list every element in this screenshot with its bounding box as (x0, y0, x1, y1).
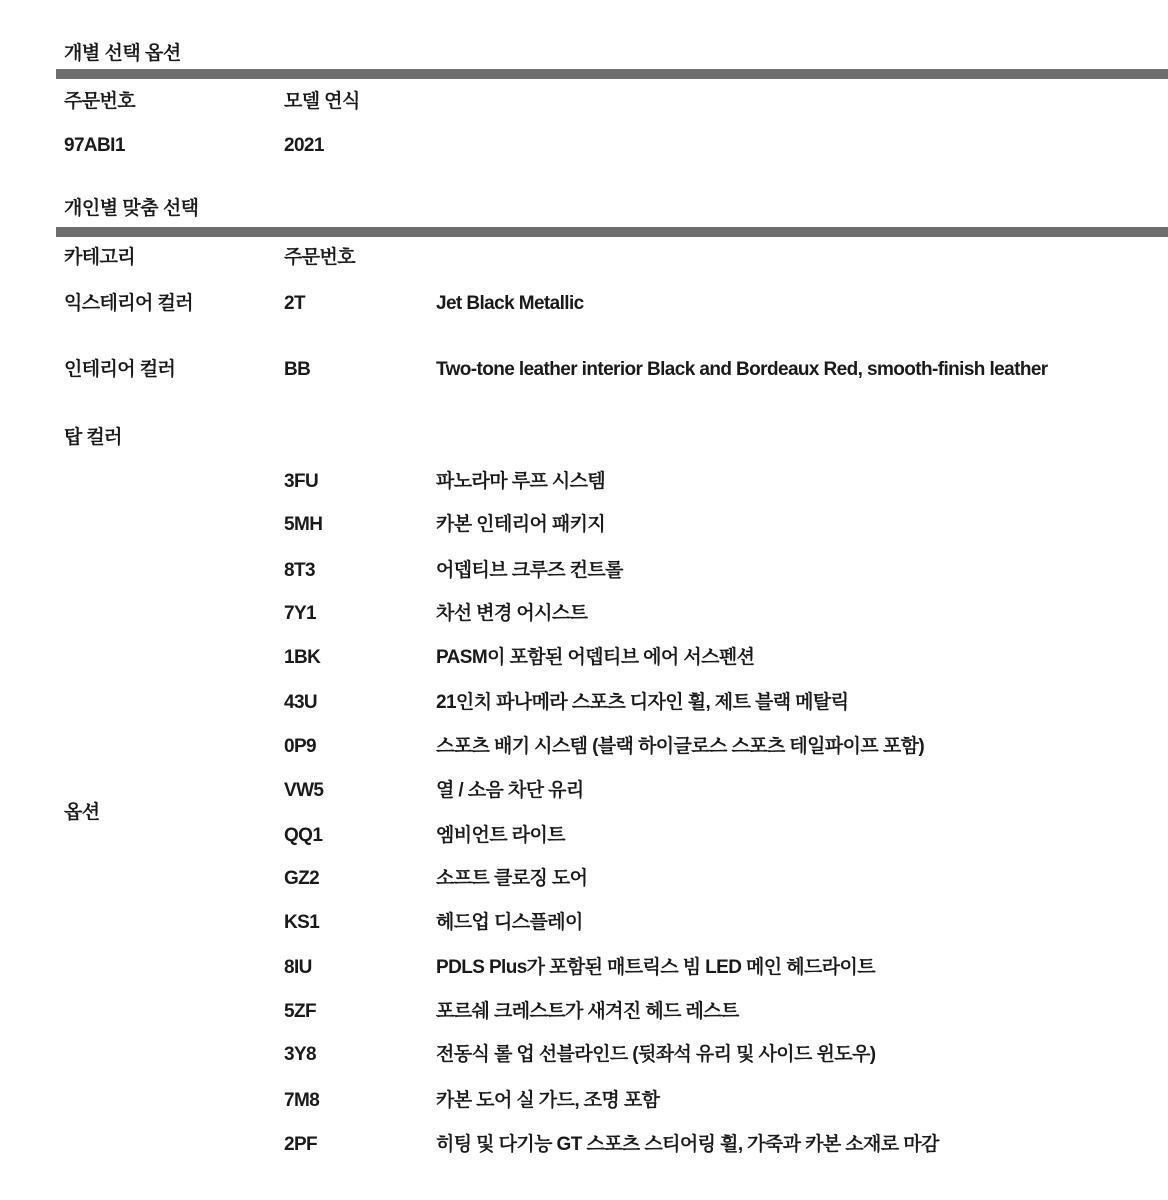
category-top-color: 탑 컬러 (64, 427, 122, 448)
option-code: 3Y8 (284, 1044, 317, 1065)
section-divider (56, 69, 1168, 79)
option-desc: 포르쉐 크레스트가 새겨진 헤드 레스트 (436, 1001, 739, 1022)
interior-color-code: BB (284, 359, 311, 380)
option-desc: 헤드업 디스플레이 (436, 912, 583, 933)
option-desc: 어뎁티브 크루즈 컨트롤 (436, 560, 623, 581)
option-desc: 엠비언트 라이트 (436, 825, 565, 846)
header-category: 카테고리 (64, 247, 136, 268)
option-code: 5ZF (284, 1001, 316, 1022)
category-interior-color: 인테리어 컬러 (64, 359, 176, 380)
header-order-number: 주문번호 (64, 91, 136, 112)
option-code: VW5 (284, 780, 324, 801)
model-year-value: 2021 (284, 135, 324, 156)
section-title-personalization: 개인별 맞춤 선택 (64, 198, 199, 219)
option-desc: 히팅 및 다기능 GT 스포츠 스티어링 휠, 가죽과 카본 소재로 마감 (436, 1134, 939, 1155)
option-desc: 전동식 롤 업 선블라인드 (뒷좌석 유리 및 사이드 윈도우) (436, 1044, 876, 1065)
header-order-number-2: 주문번호 (284, 247, 356, 268)
section-divider (56, 227, 1168, 237)
option-code: 5MH (284, 514, 323, 535)
option-code: 7Y1 (284, 603, 317, 624)
option-desc: 차선 변경 어시스트 (436, 603, 588, 624)
header-model-year: 모델 연식 (284, 91, 360, 112)
category-exterior-color: 익스테리어 컬러 (64, 293, 193, 314)
option-code: 8IU (284, 957, 312, 978)
option-code: 8T3 (284, 560, 315, 581)
option-desc: 스포츠 배기 시스템 (블랙 하이글로스 스포츠 테일파이프 포함) (436, 736, 925, 757)
option-desc: 카본 도어 실 가드, 조명 포함 (436, 1090, 660, 1111)
option-desc: 카본 인테리어 패키지 (436, 514, 606, 535)
category-options: 옵션 (64, 802, 100, 823)
option-code: QQ1 (284, 825, 323, 846)
section-title-individual-options: 개별 선택 옵션 (64, 43, 181, 64)
option-code: 43U (284, 692, 318, 713)
option-code: 1BK (284, 647, 321, 668)
order-number-value: 97ABI1 (64, 135, 125, 156)
option-code: 2PF (284, 1134, 318, 1155)
option-desc: PASM이 포함된 어뎁티브 에어 서스펜션 (436, 647, 755, 668)
option-desc: PDLS Plus가 포함된 매트릭스 빔 LED 메인 헤드라이트 (436, 957, 876, 978)
option-desc: 21인치 파나메라 스포츠 디자인 휠, 제트 블랙 메탈릭 (436, 692, 849, 713)
option-desc: 파노라마 루프 시스템 (436, 471, 606, 492)
option-desc: 열 / 소음 차단 유리 (436, 780, 584, 801)
option-code: 3FU (284, 471, 319, 492)
option-code: GZ2 (284, 868, 320, 889)
exterior-color-desc: Jet Black Metallic (436, 293, 584, 314)
interior-color-desc: Two-tone leather interior Black and Bordeaux Red, smooth-finish leather (436, 359, 1048, 380)
option-desc: 소프트 클로징 도어 (436, 868, 588, 889)
exterior-color-code: 2T (284, 293, 305, 314)
option-code: 7M8 (284, 1090, 320, 1111)
option-code: KS1 (284, 912, 320, 933)
option-code: 0P9 (284, 736, 317, 757)
